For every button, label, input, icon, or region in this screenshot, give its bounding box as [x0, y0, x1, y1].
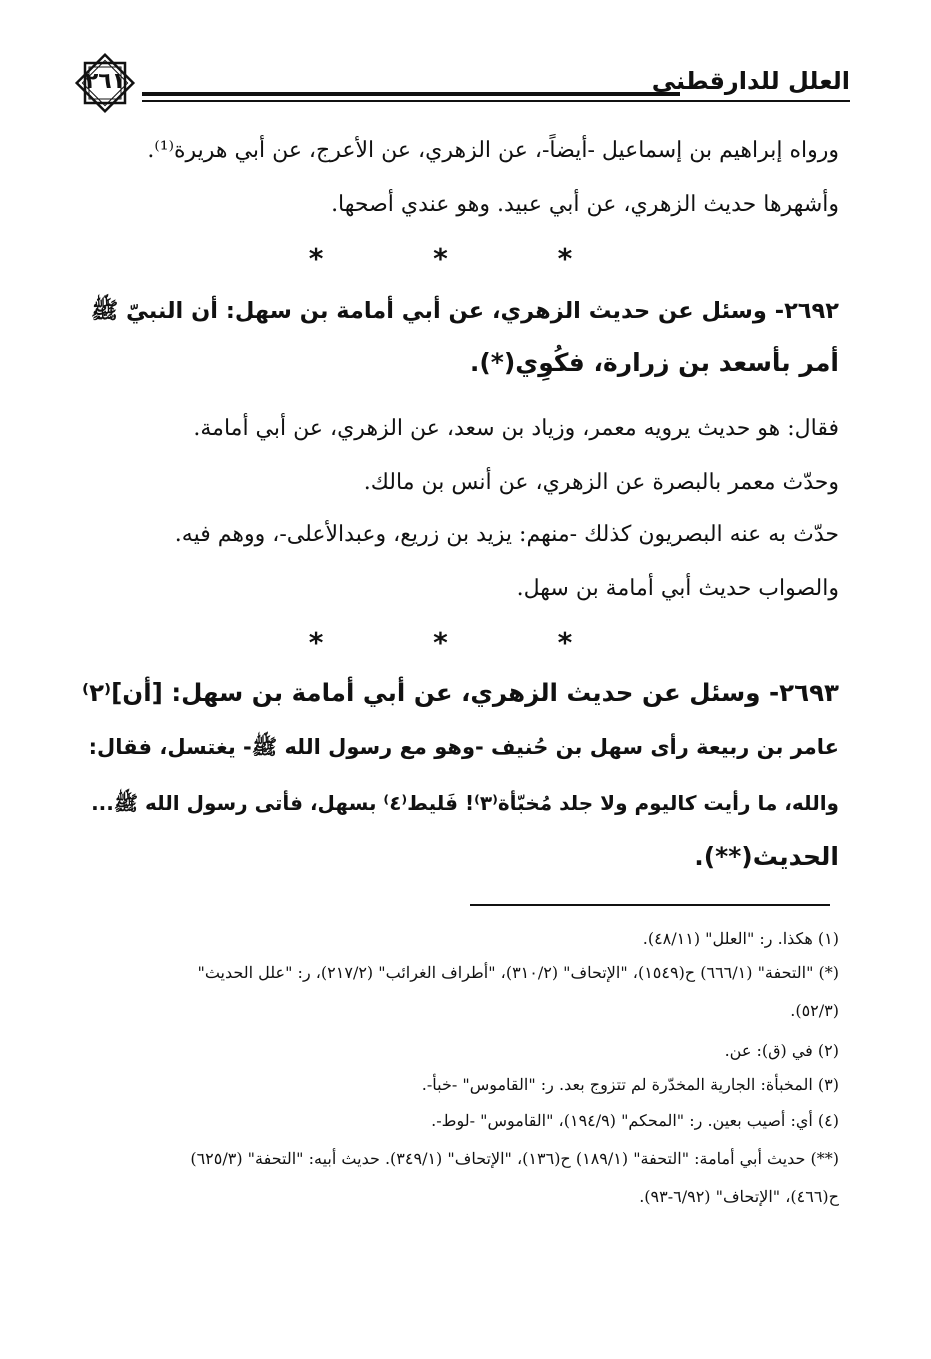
header-rule-thick: [142, 92, 680, 96]
page-number: ٢٦١: [84, 69, 126, 94]
text-line: والصواب حديث أبي أمامة بن سهل.: [516, 576, 839, 601]
question-heading: ٢٦٩٢- وسئل عن حديث الزهري، عن أبي أمامة بن سهل: أن النبيّ ﷺ: [90, 298, 839, 324]
text-line: وحدّث معمر بالبصرة عن الزهري، عن أنس بن مالك.: [363, 470, 839, 495]
question-heading: أمر بأسعد بن زرارة، فكُوِي(*).: [469, 348, 839, 377]
footnote: (٥٢/٣).: [790, 1001, 839, 1020]
section-separator: * * *: [308, 626, 623, 659]
book-title: العلل للدارقطني: [651, 67, 850, 95]
page-number-badge: [72, 50, 138, 116]
footnote: (٢) في (ق): عن.: [724, 1041, 839, 1060]
footnote: (١) هكذا. ر: "العلل" (٤٨/١١).: [642, 929, 839, 948]
question-heading: عامر بن ربيعة رأى سهل بن حُنيف -وهو مع رسول الله ﷺ- يغتسل، فقال:: [88, 735, 839, 759]
footnote: (٤) أي: أصيب بعين. ر: "المحكم" (١٩٤/٩)، "القاموس" -لوط-.: [431, 1111, 839, 1130]
question-heading: والله، ما رأيت كاليوم ولا جلد مُخبّأة⁽٣⁾! فَليط⁽٤⁾ بسهل، فأتى رسول الله ﷺ...: [91, 791, 839, 815]
question-heading: الحديث(**).: [694, 842, 839, 871]
question-heading: ٢٦٩٣- وسئل عن حديث الزهري، عن أبي أمامة بن سهل: [أن]⁽٢⁾: [82, 678, 839, 707]
page-header: [60, 50, 850, 120]
text-line: وأشهرها حديث الزهري، عن أبي عبيد. وهو عندي أصحها.: [331, 192, 839, 217]
footnote-divider: [470, 904, 830, 906]
footnote: (٣) المخبأة: الجارية المخدّرة لم تتزوج بعد. ر: "القاموس" -خبأ-.: [421, 1075, 839, 1094]
text-line: حدّث به عنه البصريون كذلك -منهم: يزيد بن زريع، وعبدالأعلى-، ووهم فيه.: [174, 522, 839, 547]
footnote: (**) حديث أبي أمامة: "التحفة" (١٨٩/١) ح(١٣٦)، "الإتحاف" (٣٤٩/١). حديث أبيه: "التحفة" (٦٢٥/٣): [190, 1149, 839, 1168]
footnote: ح(٤٦٦)، "الإتحاف" (٦/٩٢-٩٣).: [639, 1187, 839, 1206]
section-separator: * * *: [308, 242, 623, 275]
text-line: ورواه إبراهيم بن إسماعيل -أيضاً-، عن الزهري، عن الأعرج، عن أبي هريرة⁽¹⁾.: [147, 138, 839, 163]
header-rule-thin: [142, 100, 850, 102]
footnote: (*) "التحفة" (٦٦٦/١) ح(١٥٤٩)، "الإتحاف" (٣١٠/٢)، "أطراف الغرائب" (٢١٧/٢)، ر: "علل الحديث": [197, 963, 839, 982]
text-line: فقال: هو حديث يرويه معمر، وزياد بن سعد، عن الزهري، عن أبي أمامة.: [193, 416, 839, 441]
